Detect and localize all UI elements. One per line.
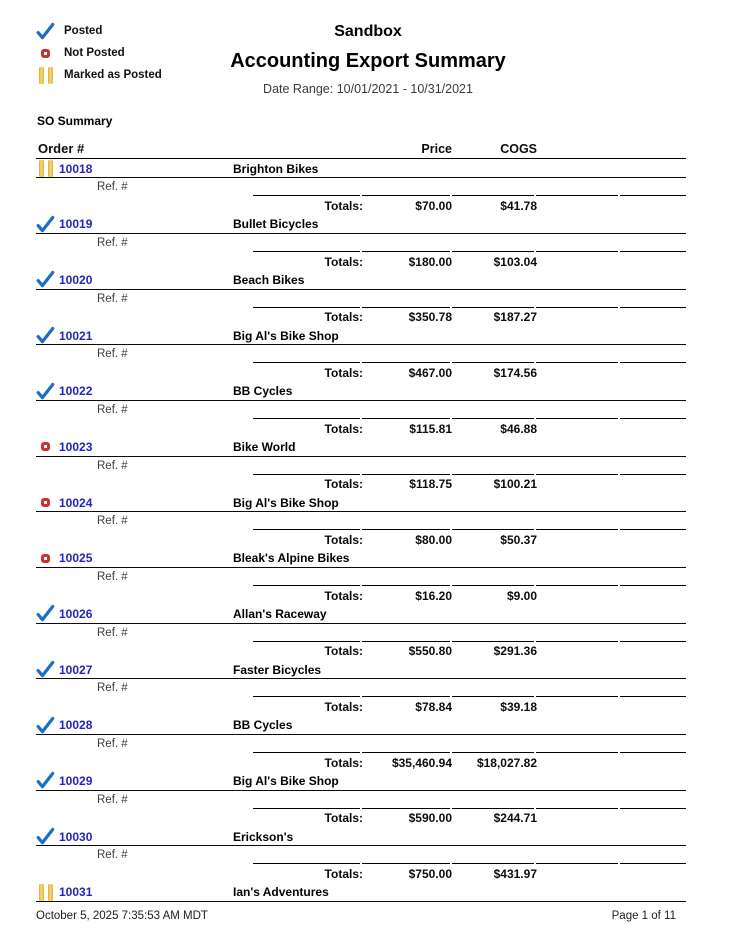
order-row (36, 159, 686, 178)
ref-row (36, 290, 686, 307)
totals-row (36, 642, 686, 660)
column-header-order: Order # (38, 141, 85, 156)
order-block (36, 549, 686, 605)
order-details (36, 846, 686, 882)
ref-number-label: Ref. # (97, 849, 128, 862)
posted-check-icon (36, 326, 55, 345)
ref-row (36, 679, 686, 696)
order-cogs-total: $174.56 (493, 365, 537, 380)
order-row (36, 549, 686, 568)
order-cogs-total: $39.18 (500, 699, 537, 714)
order-row (36, 771, 686, 790)
ref-row (36, 401, 686, 418)
order-number-link[interactable]: 10031 (59, 885, 93, 900)
order-price-total: $590.00 (408, 811, 452, 826)
order-number-link[interactable]: 10030 (59, 829, 93, 844)
marked-as-posted-bars-icon (36, 159, 55, 178)
order-number-link[interactable]: 10019 (59, 217, 93, 232)
ref-row (36, 791, 686, 808)
totals-row (36, 363, 686, 381)
order-block (36, 716, 686, 772)
posted-check-icon (36, 604, 55, 623)
order-row (36, 382, 686, 401)
legend-label-marked-as-posted: Marked as Posted (64, 69, 162, 81)
order-price-total: $16.20 (415, 588, 452, 603)
order-details (36, 178, 686, 214)
order-details (36, 735, 686, 771)
order-number-link[interactable]: 10024 (59, 495, 93, 510)
order-block (36, 493, 686, 549)
ref-number-label: Ref. # (97, 292, 128, 305)
totals-label: Totals: (324, 198, 363, 213)
customer-name: Bike World (233, 439, 296, 454)
order-row (36, 437, 686, 456)
not-posted-square-icon (36, 437, 55, 456)
totals-row (36, 697, 686, 715)
totals-row (36, 530, 686, 548)
customer-name: Faster Bicycles (233, 662, 322, 677)
order-cogs-total: $41.78 (500, 198, 537, 213)
totals-row (36, 475, 686, 493)
ref-row (36, 345, 686, 362)
so-summary-table (36, 140, 686, 902)
order-block (36, 215, 686, 271)
order-cogs-total: $103.04 (493, 254, 537, 269)
totals-label: Totals: (324, 755, 363, 770)
report-title: Accounting Export Summary (230, 50, 506, 72)
posted-check-icon (36, 382, 55, 401)
posted-check-icon (36, 215, 55, 234)
customer-name: Ian's Adventures (233, 885, 329, 900)
order-row (36, 883, 686, 902)
order-price-total: $35,460.94 (391, 755, 452, 770)
ref-row (36, 457, 686, 474)
order-number-link[interactable]: 10029 (59, 773, 93, 788)
order-price-total: $750.00 (408, 866, 452, 881)
totals-row (36, 252, 686, 270)
posted-check-icon (36, 827, 55, 846)
order-details (36, 568, 686, 604)
order-block (36, 771, 686, 827)
order-details (36, 401, 686, 437)
order-number-link[interactable]: 10023 (59, 439, 93, 454)
totals-label: Totals: (324, 310, 363, 325)
order-details (36, 512, 686, 548)
order-cogs-total: $18,027.82 (476, 755, 537, 770)
column-header-cogs: COGS (500, 142, 537, 156)
order-price-total: $180.00 (408, 254, 452, 269)
ref-row (36, 568, 686, 585)
totals-row (36, 196, 686, 214)
order-cogs-total: $50.37 (500, 532, 537, 547)
ref-number-label: Ref. # (97, 737, 128, 750)
order-details (36, 345, 686, 381)
order-block (36, 827, 686, 883)
customer-name: BB Cycles (233, 384, 293, 399)
customer-name: Bullet Bicycles (233, 217, 319, 232)
order-price-total: $118.75 (409, 477, 452, 492)
not-posted-square-icon (36, 493, 55, 512)
customer-name: Big Al's Bike Shop (233, 495, 339, 510)
ref-number-label: Ref. # (97, 459, 128, 472)
order-price-total: $550.80 (408, 644, 452, 659)
ref-number-label: Ref. # (97, 570, 128, 583)
totals-label: Totals: (324, 699, 363, 714)
totals-row (36, 419, 686, 437)
customer-name: Allan's Raceway (233, 606, 327, 621)
order-number-link[interactable]: 10020 (59, 272, 93, 287)
order-number-link[interactable]: 10028 (59, 718, 93, 733)
ref-row (36, 234, 686, 251)
order-block (36, 326, 686, 382)
order-cogs-total: $291.36 (493, 644, 537, 659)
not-posted-square-icon (36, 549, 55, 568)
totals-row (36, 864, 686, 882)
order-details (36, 791, 686, 827)
order-price-total: $78.84 (415, 699, 452, 714)
totals-label: Totals: (324, 365, 363, 380)
company-name: Sandbox (334, 23, 402, 40)
order-block (36, 382, 686, 438)
report-timestamp: October 5, 2025 7:35:53 AM MDT (36, 910, 208, 922)
posted-check-icon (36, 660, 55, 679)
ref-number-label: Ref. # (97, 348, 128, 361)
order-row (36, 716, 686, 735)
table-header-row (36, 140, 686, 159)
ref-row (36, 846, 686, 863)
order-cogs-total: $9.00 (506, 588, 537, 603)
customer-name: Bleak's Alpine Bikes (233, 551, 350, 566)
posted-check-icon (36, 716, 55, 735)
ref-number-label: Ref. # (97, 682, 128, 695)
totals-row (36, 308, 686, 326)
order-cogs-total: $100.21 (493, 477, 537, 492)
totals-row (36, 586, 686, 604)
customer-name: Brighton Bikes (233, 161, 319, 176)
order-details (36, 624, 686, 660)
ref-number-label: Ref. # (97, 181, 128, 194)
totals-row (36, 809, 686, 827)
customer-name: Beach Bikes (233, 272, 305, 287)
order-row (36, 215, 686, 234)
order-block (36, 437, 686, 493)
order-details (36, 290, 686, 326)
totals-label: Totals: (324, 532, 363, 547)
customer-name: Big Al's Bike Shop (233, 328, 339, 343)
order-block (36, 270, 686, 326)
order-row (36, 604, 686, 623)
order-row (36, 660, 686, 679)
legend-label-posted: Posted (64, 25, 103, 37)
customer-name: Erickson's (233, 829, 294, 844)
section-title: SO Summary (37, 114, 113, 128)
customer-name: Big Al's Bike Shop (233, 773, 339, 788)
order-price-total: $80.00 (415, 532, 452, 547)
column-header-price: Price (421, 142, 452, 156)
ref-row (36, 512, 686, 529)
order-price-total: $70.00 (415, 198, 452, 213)
order-number-link[interactable]: 10021 (59, 328, 93, 343)
customer-name: BB Cycles (233, 718, 293, 733)
order-row (36, 827, 686, 846)
order-number-link[interactable]: 10022 (59, 384, 93, 399)
totals-label: Totals: (324, 477, 363, 492)
order-number-link[interactable]: 10026 (59, 606, 93, 621)
order-price-total: $350.78 (408, 310, 452, 325)
ref-row (36, 735, 686, 752)
ref-row (36, 624, 686, 641)
order-row (36, 270, 686, 289)
order-row (36, 493, 686, 512)
order-block (36, 660, 686, 716)
marked-as-posted-bars-icon (36, 883, 55, 902)
totals-label: Totals: (324, 644, 363, 659)
ref-number-label: Ref. # (97, 236, 128, 249)
order-cogs-total: $187.27 (493, 310, 537, 325)
posted-check-icon (36, 270, 55, 289)
page-footer (36, 910, 676, 922)
order-details (36, 234, 686, 270)
totals-row (36, 753, 686, 771)
orders-list (36, 159, 686, 902)
ref-number-label: Ref. # (97, 403, 128, 416)
totals-label: Totals: (324, 866, 363, 881)
page-indicator: Page 1 of 11 (611, 910, 676, 922)
order-cogs-total: $244.71 (493, 811, 537, 826)
legend-label-not-posted: Not Posted (64, 47, 125, 59)
order-number-link[interactable]: 10018 (59, 161, 93, 176)
ref-number-label: Ref. # (97, 515, 128, 528)
order-cogs-total: $46.88 (500, 421, 537, 436)
order-price-total: $467.00 (408, 365, 452, 380)
totals-label: Totals: (324, 254, 363, 269)
order-number-link[interactable]: 10027 (59, 662, 93, 677)
order-details (36, 679, 686, 715)
report-header (0, 23, 736, 96)
posted-check-icon (36, 771, 55, 790)
order-block (36, 159, 686, 215)
order-cogs-total: $431.97 (493, 866, 537, 881)
ref-number-label: Ref. # (97, 626, 128, 639)
totals-label: Totals: (324, 421, 363, 436)
order-block (36, 604, 686, 660)
totals-label: Totals: (324, 811, 363, 826)
order-details (36, 457, 686, 493)
order-price-total: $115.81 (409, 421, 452, 436)
totals-label: Totals: (324, 588, 363, 603)
order-number-link[interactable]: 10025 (59, 551, 93, 566)
ref-row (36, 178, 686, 195)
order-block (36, 883, 686, 902)
order-row (36, 326, 686, 345)
ref-number-label: Ref. # (97, 793, 128, 806)
date-range: Date Range: 10/01/2021 - 10/31/2021 (263, 82, 473, 96)
